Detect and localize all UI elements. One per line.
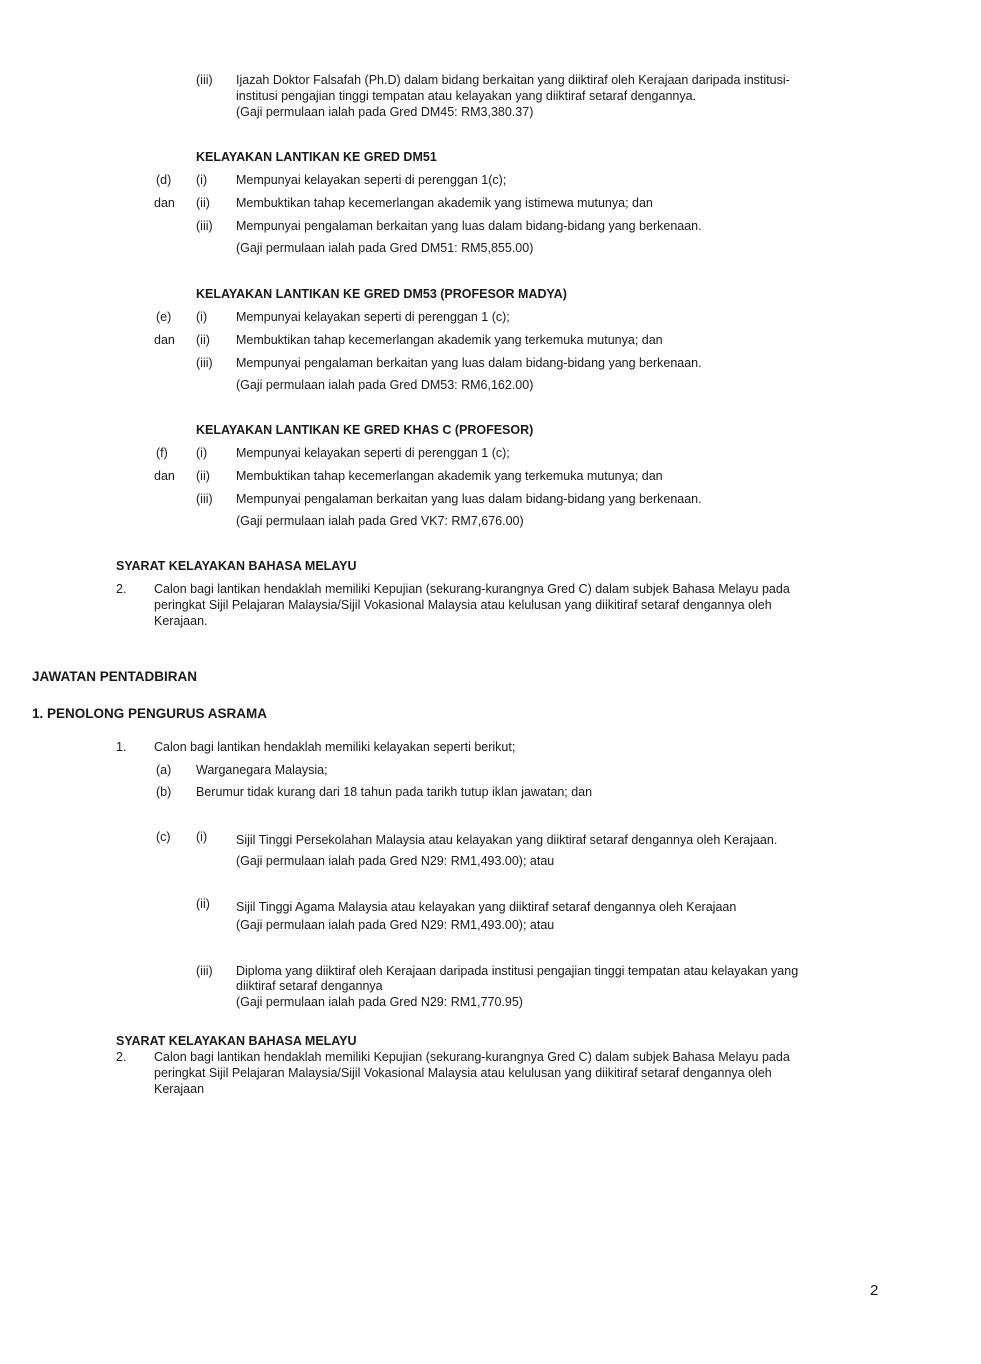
section-title: JAWATAN PENTADBIRAN	[32, 669, 197, 684]
paragraph-text: Kerajaan.	[154, 614, 208, 628]
list-number: (iii)	[196, 492, 213, 506]
list-text: Berumur tidak kurang dari 18 tahun pada tarikh tutup iklan jawatan; dan	[196, 785, 593, 799]
item-letter: (a)	[156, 763, 172, 777]
list-text: Diploma yang diiktiraf oleh Kerajaan daripada institusi pengajian tinggi tempatan atau kelayakan yang	[236, 964, 799, 978]
paragraph-text: peringkat Sijil Pelajaran Malaysia/Sijil Vokasional Malaysia atau kelulusan yang diikitiraf setaraf dengannya oleh	[154, 598, 772, 612]
paragraph-text: Calon bagi lantikan hendaklah memiliki Kepujian (sekurang-kurangnya Gred C) dalam subjek Bahasa Melayu pada	[154, 1050, 790, 1064]
item-letter: (f)	[156, 446, 168, 460]
list-number: (iii)	[196, 219, 213, 233]
list-number: (i)	[196, 830, 208, 844]
list-number: (i)	[196, 173, 208, 187]
salary-note: (Gaji permulaan ialah pada Gred N29: RM1,770.95)	[236, 995, 523, 1009]
salary-note: (Gaji permulaan ialah pada Gred DM53: RM6,162.00)	[236, 378, 534, 392]
paragraph-text: Calon bagi lantikan hendaklah memiliki Kepujian (sekurang-kurangnya Gred C) dalam subjek Bahasa Melayu pada	[154, 582, 790, 596]
list-number: (ii)	[196, 196, 210, 210]
salary-note: (Gaji permulaan ialah pada Gred N29: RM1,493.00); atau	[236, 918, 555, 932]
section-heading: KELAYAKAN LANTIKAN KE GRED DM53 (PROFESOR MADYA)	[196, 287, 567, 301]
list-number: (i)	[196, 446, 208, 460]
list-number: (ii)	[196, 469, 210, 483]
list-text: Mempunyai kelayakan seperti di perenggan 1 (c);	[236, 310, 510, 324]
item-letter: (c)	[156, 830, 171, 844]
paragraph-number: 2.	[116, 1050, 127, 1064]
list-number: (iii)	[196, 356, 213, 370]
conjunction: dan	[154, 196, 175, 210]
conjunction: dan	[154, 333, 175, 347]
section-heading: KELAYAKAN LANTIKAN KE GRED DM51	[196, 150, 437, 164]
list-number: (iii)	[196, 73, 213, 87]
list-text: Membuktikan tahap kecemerlangan akademik yang istimewa mutunya; dan	[236, 196, 653, 210]
list-text: institusi pengajian tinggi tempatan atau kelayakan yang diiktiraf setaraf dengannya.	[236, 89, 697, 103]
list-text: diiktiraf setaraf dengannya	[236, 979, 383, 993]
list-number: (ii)	[196, 897, 210, 911]
list-number: (iii)	[196, 964, 213, 978]
paragraph-text: Kerajaan	[154, 1082, 205, 1096]
salary-note: (Gaji permulaan ialah pada Gred N29: RM1,493.00); atau	[236, 854, 555, 868]
list-text: Sijil Tinggi Persekolahan Malaysia atau kelayakan yang diiktiraf setaraf dengannya oleh Kerajaan.	[236, 833, 778, 847]
item-letter: (d)	[156, 173, 172, 187]
list-number: (ii)	[196, 333, 210, 347]
section-heading: KELAYAKAN LANTIKAN KE GRED KHAS C (PROFESOR)	[196, 423, 534, 437]
salary-note: (Gaji permulaan ialah pada Gred VK7: RM7,676.00)	[236, 514, 524, 528]
list-text: Mempunyai pengalaman berkaitan yang luas dalam bidang-bidang yang berkenaan.	[236, 356, 702, 370]
item-letter: (e)	[156, 310, 172, 324]
list-text: Mempunyai pengalaman berkaitan yang luas dalam bidang-bidang yang berkenaan.	[236, 219, 702, 233]
list-text: Mempunyai kelayakan seperti di perenggan 1(c);	[236, 173, 507, 187]
post-title: 1. PENOLONG PENGURUS ASRAMA	[32, 706, 268, 721]
paragraph-text: Calon bagi lantikan hendaklah memiliki kelayakan seperti berikut;	[154, 740, 516, 754]
paragraph-number: 1.	[116, 740, 127, 754]
salary-note: (Gaji permulaan ialah pada Gred DM51: RM5,855.00)	[236, 241, 534, 255]
salary-note: (Gaji permulaan ialah pada Gred DM45: RM3,380.37)	[236, 105, 534, 119]
page-number: 2	[870, 1282, 879, 1299]
list-text: Warganegara Malaysia;	[196, 763, 328, 777]
list-text: Mempunyai pengalaman berkaitan yang luas dalam bidang-bidang yang berkenaan.	[236, 492, 702, 506]
list-text: Sijil Tinggi Agama Malaysia atau kelayakan yang diiktiraf setaraf dengannya oleh Kerajaan	[236, 900, 737, 914]
item-letter: (b)	[156, 785, 172, 799]
list-text: Mempunyai kelayakan seperti di perenggan 1 (c);	[236, 446, 510, 460]
list-text: Membuktikan tahap kecemerlangan akademik yang terkemuka mutunya; dan	[236, 469, 663, 483]
paragraph-number: 2.	[116, 582, 127, 596]
section-heading: SYARAT KELAYAKAN BAHASA MELAYU	[116, 559, 357, 573]
list-text: Ijazah Doktor Falsafah (Ph.D) dalam bidang berkaitan yang diiktiraf oleh Kerajaan daripada institusi-	[236, 73, 790, 87]
list-number: (i)	[196, 310, 208, 324]
list-text: Membuktikan tahap kecemerlangan akademik yang terkemuka mutunya; dan	[236, 333, 663, 347]
paragraph-text: peringkat Sijil Pelajaran Malaysia/Sijil Vokasional Malaysia atau kelulusan yang diikitiraf setaraf dengannya oleh	[154, 1066, 772, 1080]
conjunction: dan	[154, 469, 175, 483]
section-heading: SYARAT KELAYAKAN BAHASA MELAYU	[116, 1034, 357, 1048]
